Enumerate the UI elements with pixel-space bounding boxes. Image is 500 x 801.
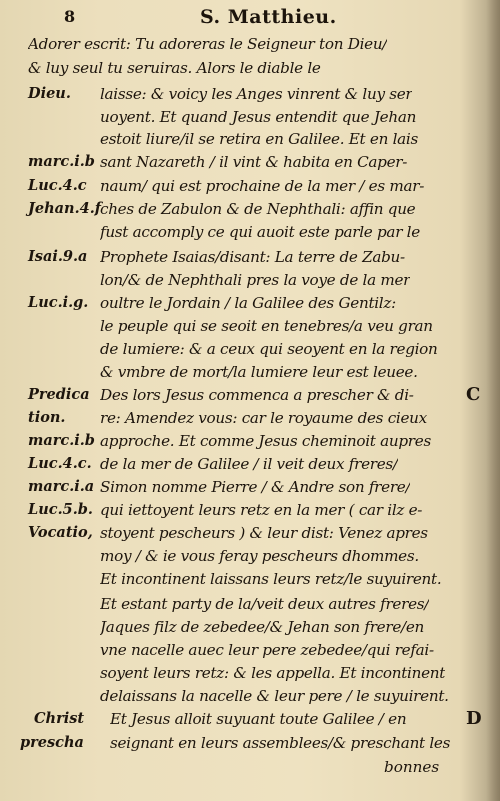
margin-note: Predica xyxy=(28,386,90,403)
text-line: vne nacelle auec leur pere zebedee/qui refai- xyxy=(100,641,434,659)
text-line: laisse: & voicy les Anges vinrent & luy ser xyxy=(100,85,413,103)
text-line: estoit liure/il se retira en Galilee. Et en lais xyxy=(100,130,418,148)
text-line: lon/& de Nephthali pres la voye de la mer xyxy=(100,271,411,289)
margin-note: Vocatio, xyxy=(28,524,93,541)
text-line: & luy seul tu seruiras. Alors le diable le xyxy=(28,59,321,77)
text-line: stoyent pescheurs ) & leur dist: Venez apres xyxy=(100,524,428,542)
text-line: moy / & ie vous feray pescheurs dhommes. xyxy=(100,547,419,565)
text-line: & vmbre de mort/la lumiere leur est leuee. xyxy=(100,363,418,381)
text-line: de la mer de Galilee / il veit deux freres/ xyxy=(100,455,398,473)
text-line: le peuple qui se seoit en tenebres/a veu gran xyxy=(100,317,433,335)
text-line: naum/ qui est prochaine de la mer / es mar- xyxy=(100,177,425,195)
text-line: Et Jesus alloit suyuant toute Galilee / en xyxy=(110,710,407,728)
margin-note: Jehan.4.f xyxy=(28,200,101,217)
margin-note: Isai.9.a xyxy=(28,248,88,265)
text-line: delaissans la nacelle & leur pere / le suyuirent. xyxy=(100,687,449,705)
catchword: bonnes xyxy=(384,758,440,776)
text-line: qui iettoyent leurs retz en la mer ( car ilz e- xyxy=(100,501,423,519)
text-line: soyent leurs retz: & les appella. Et incontinent xyxy=(100,664,446,682)
margin-note: marc.i.a xyxy=(28,478,95,495)
text-line: Simon nomme Pierre / & Andre son frere/ xyxy=(100,478,411,496)
text-line: Des lors Jesus commenca a prescher & di- xyxy=(100,386,414,404)
text-line: re: Amendez vous: car le royaume des cieux xyxy=(100,409,427,427)
margin-note: Dieu. xyxy=(28,85,71,102)
text-line: sant Nazareth / il vint & habita en Caper- xyxy=(100,153,408,171)
margin-note: marc.i.b xyxy=(28,432,95,449)
text-line: de lumiere: & a ceux qui seoyent en la region xyxy=(100,340,438,358)
text-line: seignant en leurs assemblees/& preschant les xyxy=(110,734,451,752)
text-line: ches de Zabulon & de Nephthali: affin que xyxy=(100,200,416,218)
text-line: Adorer escrit: Tu adoreras le Seigneur ton Dieu/ xyxy=(28,35,388,53)
margin-note: Luc.4.c xyxy=(28,177,87,194)
margin-note: prescha xyxy=(20,734,84,751)
text-line: Prophete Isaias/disant: La terre de Zabu- xyxy=(100,248,405,266)
text-line: fust accomply ce qui auoit este parle par le xyxy=(100,223,420,241)
page-number: 8 xyxy=(64,7,76,26)
section-letter: D xyxy=(466,708,482,729)
margin-note: marc.i.b xyxy=(28,153,95,170)
margin-note: tion. xyxy=(28,409,66,426)
text-line: oultre le Jordain / la Galilee des Gentilz: xyxy=(100,294,396,312)
text-line: Et incontinent laissans leurs retz/le suyuirent. xyxy=(100,570,442,588)
running-title: S. Matthieu. xyxy=(200,6,337,28)
margin-note: Luc.5.b. xyxy=(28,501,93,518)
margin-note: Luc.4.c. xyxy=(28,455,92,472)
text-line: approche. Et comme Jesus cheminoit aupres xyxy=(100,432,431,450)
text-line: uoyent. Et quand Jesus entendit que Jehan xyxy=(100,108,417,126)
text-line: Et estant party de la/veit deux autres freres/ xyxy=(100,595,430,613)
margin-note: Luc.i.g. xyxy=(28,294,89,311)
margin-note: Christ xyxy=(34,710,85,727)
text-line: Jaques filz de zebedee/& Jehan son frere/en xyxy=(100,618,424,636)
section-letter: C xyxy=(466,384,481,405)
